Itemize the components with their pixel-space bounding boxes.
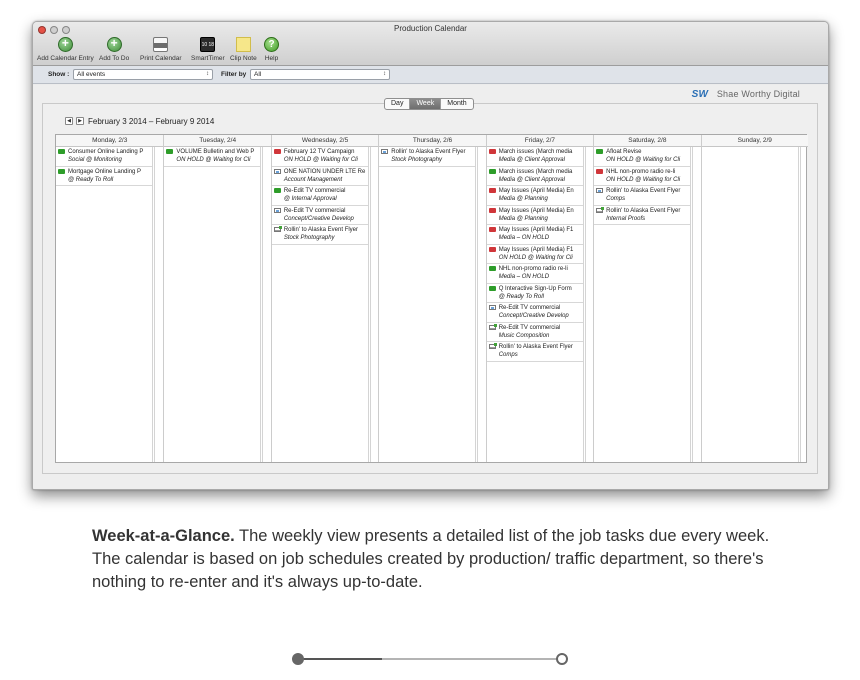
titlebar xyxy=(33,22,828,66)
print-calendar-label: Print Calendar xyxy=(140,55,182,62)
entry-status: Internal Proofs xyxy=(606,215,646,222)
add-entry-icon xyxy=(58,37,73,52)
calendar-entry[interactable] xyxy=(487,186,583,206)
clip-note-label: Clip Note xyxy=(230,55,257,62)
filter-bar xyxy=(33,66,828,84)
view-month-button[interactable]: Month xyxy=(447,100,467,107)
caption-heading: Week-at-a-Glance. xyxy=(92,527,235,545)
entry-status: Media @ Planning xyxy=(498,215,548,222)
entry-title: Afloat Revise xyxy=(606,149,642,155)
photo-job-icon xyxy=(274,169,281,174)
entry-status: @ Internal Approval xyxy=(283,196,337,203)
entry-title: Re-Edit TV commercial xyxy=(283,188,346,194)
caption-text: The weekly view presents a detailed list of the job tasks due every week. The calendar is based on job schedules created by production/ traffic department, so there's nothing to re-enter and it's always up-to-date. xyxy=(92,527,770,591)
entry-status: ON HOLD @ Waiting for Cli xyxy=(283,157,358,164)
day-header: Thursday, 2/6 xyxy=(379,135,485,147)
day-column xyxy=(271,135,378,462)
day-column xyxy=(163,135,270,462)
entry-title: Rollin' to Alaska Event Flyer xyxy=(498,344,573,350)
entry-title: VOLUME Bulletin and Web P xyxy=(176,149,255,155)
app-window xyxy=(32,21,829,490)
date-range: February 3 2014 – February 9 2014 xyxy=(88,117,215,126)
calendar-entry[interactable] xyxy=(272,147,368,167)
day-body[interactable] xyxy=(164,147,270,462)
slider-knob[interactable] xyxy=(292,653,304,665)
green-flag-icon xyxy=(58,149,65,154)
calendar-entry[interactable] xyxy=(487,147,583,167)
entry-status: Media @ Planning xyxy=(498,196,548,203)
stack-job-icon xyxy=(274,227,281,232)
slider-end-marker xyxy=(556,653,568,665)
entry-status: Comps xyxy=(498,352,518,359)
week-panel xyxy=(42,103,818,474)
day-column xyxy=(593,135,700,462)
calendar-entry[interactable] xyxy=(164,147,260,167)
add-todo-icon xyxy=(107,37,122,52)
entry-title: NHL non-promo radio re-li xyxy=(498,266,568,272)
filter-by-select[interactable] xyxy=(250,69,390,80)
add-calendar-entry-label: Add Calendar Entry xyxy=(37,55,94,62)
calendar-entry[interactable] xyxy=(379,147,475,167)
entry-status: Media – ON HOLD xyxy=(498,235,550,242)
clip-note-button[interactable] xyxy=(230,37,257,62)
entry-status: Media @ Client Approval xyxy=(498,176,565,183)
day-column xyxy=(701,135,808,462)
entry-status: Comps xyxy=(606,196,626,203)
photo-job-icon xyxy=(596,188,603,193)
calendar-entry[interactable] xyxy=(272,186,368,206)
printer-icon xyxy=(153,37,168,52)
view-switcher xyxy=(384,98,474,110)
page-slider[interactable] xyxy=(292,651,568,667)
calendar-entry[interactable] xyxy=(487,206,583,226)
brand-name: Shae Worthy Digital xyxy=(716,89,800,99)
calendar-entry[interactable] xyxy=(594,167,690,187)
entry-title: Re-Edit TV commercial xyxy=(283,207,346,214)
calendar-entry[interactable] xyxy=(487,284,583,304)
next-week-button[interactable]: ▶ xyxy=(76,117,84,125)
view-day-button[interactable]: Day xyxy=(385,99,410,109)
print-calendar-button[interactable] xyxy=(140,37,182,62)
entry-title: May Issues (April Media) F1 xyxy=(498,246,574,253)
red-flag-icon xyxy=(489,208,496,213)
calendar-entry[interactable] xyxy=(487,303,583,323)
calendar-entry[interactable] xyxy=(56,167,152,187)
photo-job-icon xyxy=(274,208,281,213)
entry-status: ON HOLD @ Waiting for Cli xyxy=(498,254,573,261)
day-column xyxy=(56,135,163,462)
entry-title: March issues (March media xyxy=(498,149,573,155)
calendar-entry[interactable] xyxy=(487,323,583,343)
stack-job-icon xyxy=(489,344,496,349)
red-flag-icon xyxy=(596,169,603,174)
entry-title: May Issues (April Media) En xyxy=(498,207,574,214)
calendar-entry[interactable] xyxy=(487,245,583,265)
stack-job-icon xyxy=(596,208,603,213)
green-flag-icon xyxy=(489,286,496,291)
select-arrows-icon: ↕ xyxy=(206,71,209,77)
calendar-entry[interactable] xyxy=(594,147,690,167)
entry-title: Rollin' to Alaska Event Flyer xyxy=(391,149,466,155)
day-column xyxy=(378,135,485,462)
smarttimer-label: SmartTimer xyxy=(191,55,225,62)
calendar-entry[interactable] xyxy=(594,206,690,226)
entry-status: Stock Photography xyxy=(391,157,442,164)
entry-status: Social @ Monitoring xyxy=(68,157,122,164)
calendar-entry[interactable] xyxy=(594,186,690,206)
brand xyxy=(692,89,800,100)
red-flag-icon xyxy=(489,149,496,154)
filter-by-label: Filter by xyxy=(221,71,247,78)
green-flag-icon xyxy=(166,149,173,154)
calendar-entry[interactable] xyxy=(272,167,368,187)
green-flag-icon xyxy=(58,169,65,174)
add-to-do-button[interactable] xyxy=(99,37,129,62)
slider-fill xyxy=(297,658,382,660)
window-title: Production Calendar xyxy=(394,24,467,33)
red-flag-icon xyxy=(489,188,496,193)
entry-status: Stock Photography xyxy=(283,235,335,242)
red-flag-icon xyxy=(489,247,496,252)
entry-status: Media – ON HOLD xyxy=(498,274,550,281)
entry-title: Q Interactive Sign-Up Form xyxy=(498,285,572,292)
red-flag-icon xyxy=(274,149,281,154)
entry-status: Media @ Client Approval xyxy=(498,157,565,164)
calendar-entry[interactable] xyxy=(56,147,152,167)
entry-title: Rollin' to Alaska Event Flyer xyxy=(283,227,359,233)
day-column xyxy=(486,135,593,462)
green-flag-icon xyxy=(274,188,281,193)
entry-status: @ Ready To Roll xyxy=(498,293,544,300)
day-body[interactable] xyxy=(702,147,808,462)
entry-title: Consumer Online Landing P xyxy=(68,149,144,155)
add-calendar-entry-button[interactable] xyxy=(37,37,94,62)
help-icon: ? xyxy=(264,37,279,52)
day-header: Friday, 2/7 xyxy=(487,135,593,147)
entry-status: Account Management xyxy=(283,176,343,183)
entry-status: Concept/Creative Develop xyxy=(498,313,569,320)
day-body[interactable] xyxy=(379,147,485,462)
photo-job-icon xyxy=(381,149,388,154)
entry-title: February 12 TV Campaign xyxy=(283,149,355,155)
day-body[interactable] xyxy=(594,147,700,462)
entry-status: ON HOLD @ Waiting for Cli xyxy=(606,176,681,183)
day-body[interactable] xyxy=(56,147,163,462)
entry-status: Music Composition xyxy=(498,332,550,339)
green-flag-icon xyxy=(596,149,603,154)
show-select[interactable] xyxy=(73,69,213,80)
day-header: Saturday, 2/8 xyxy=(594,135,700,147)
day-body[interactable] xyxy=(272,147,378,462)
entry-status: Concept/Creative Develop xyxy=(283,215,354,222)
entry-status: ON HOLD @ Waiting for Cli xyxy=(176,157,251,164)
entry-title: Mortgage Online Landing P xyxy=(68,168,142,175)
day-header: Monday, 2/3 xyxy=(56,135,163,147)
calendar-entry[interactable] xyxy=(487,225,583,245)
timer-icon: 10 18 xyxy=(200,37,215,52)
show-label: Show : xyxy=(48,71,70,78)
select-arrows-icon: ↕ xyxy=(383,71,386,77)
note-icon xyxy=(236,37,251,52)
day-body[interactable] xyxy=(487,147,593,462)
view-week-button[interactable]: Week xyxy=(410,99,441,109)
brand-logo-icon: SW xyxy=(691,89,709,100)
day-header: Sunday, 2/9 xyxy=(702,135,808,147)
entry-title: May Issues (April Media) En xyxy=(498,188,574,194)
green-flag-icon xyxy=(489,169,496,174)
entry-title: Rollin' to Alaska Event Flyer xyxy=(606,188,681,194)
calendar-entry[interactable] xyxy=(272,206,368,226)
entry-title: Rollin' to Alaska Event Flyer xyxy=(606,207,681,214)
day-header: Tuesday, 2/4 xyxy=(164,135,270,147)
show-select-value: All events xyxy=(77,71,106,78)
smarttimer-button[interactable] xyxy=(191,37,225,62)
entry-status: @ Ready To Roll xyxy=(68,176,114,183)
calendar-entry[interactable] xyxy=(487,167,583,187)
green-flag-icon xyxy=(489,266,496,271)
entry-title: March issues (March media xyxy=(498,168,573,175)
week-grid xyxy=(55,134,807,463)
calendar-entry[interactable] xyxy=(272,225,368,245)
add-to-do-label: Add To Do xyxy=(99,55,130,62)
calendar-entry[interactable] xyxy=(487,264,583,284)
photo-job-icon xyxy=(489,305,496,310)
help-label: Help xyxy=(264,55,279,62)
entry-title: ONE NATION UNDER LTE Re xyxy=(283,168,366,175)
calendar-entry[interactable] xyxy=(487,342,583,362)
stack-job-icon xyxy=(489,325,496,330)
previous-week-button[interactable]: ◀ xyxy=(65,117,73,125)
filter-by-select-value: All xyxy=(254,71,262,78)
red-flag-icon xyxy=(489,227,496,232)
day-header: Wednesday, 2/5 xyxy=(272,135,378,147)
entry-title: May Issues (April Media) F1 xyxy=(498,227,574,233)
entry-title: Re-Edit TV commercial xyxy=(498,305,561,311)
entry-title: NHL non-promo radio re-li xyxy=(606,168,676,175)
caption xyxy=(92,525,792,594)
calendar-content xyxy=(33,85,828,489)
entry-status: ON HOLD @ Waiting for Cli xyxy=(606,157,681,164)
help-button[interactable] xyxy=(264,37,279,62)
entry-title: Re-Edit TV commercial xyxy=(498,324,561,331)
